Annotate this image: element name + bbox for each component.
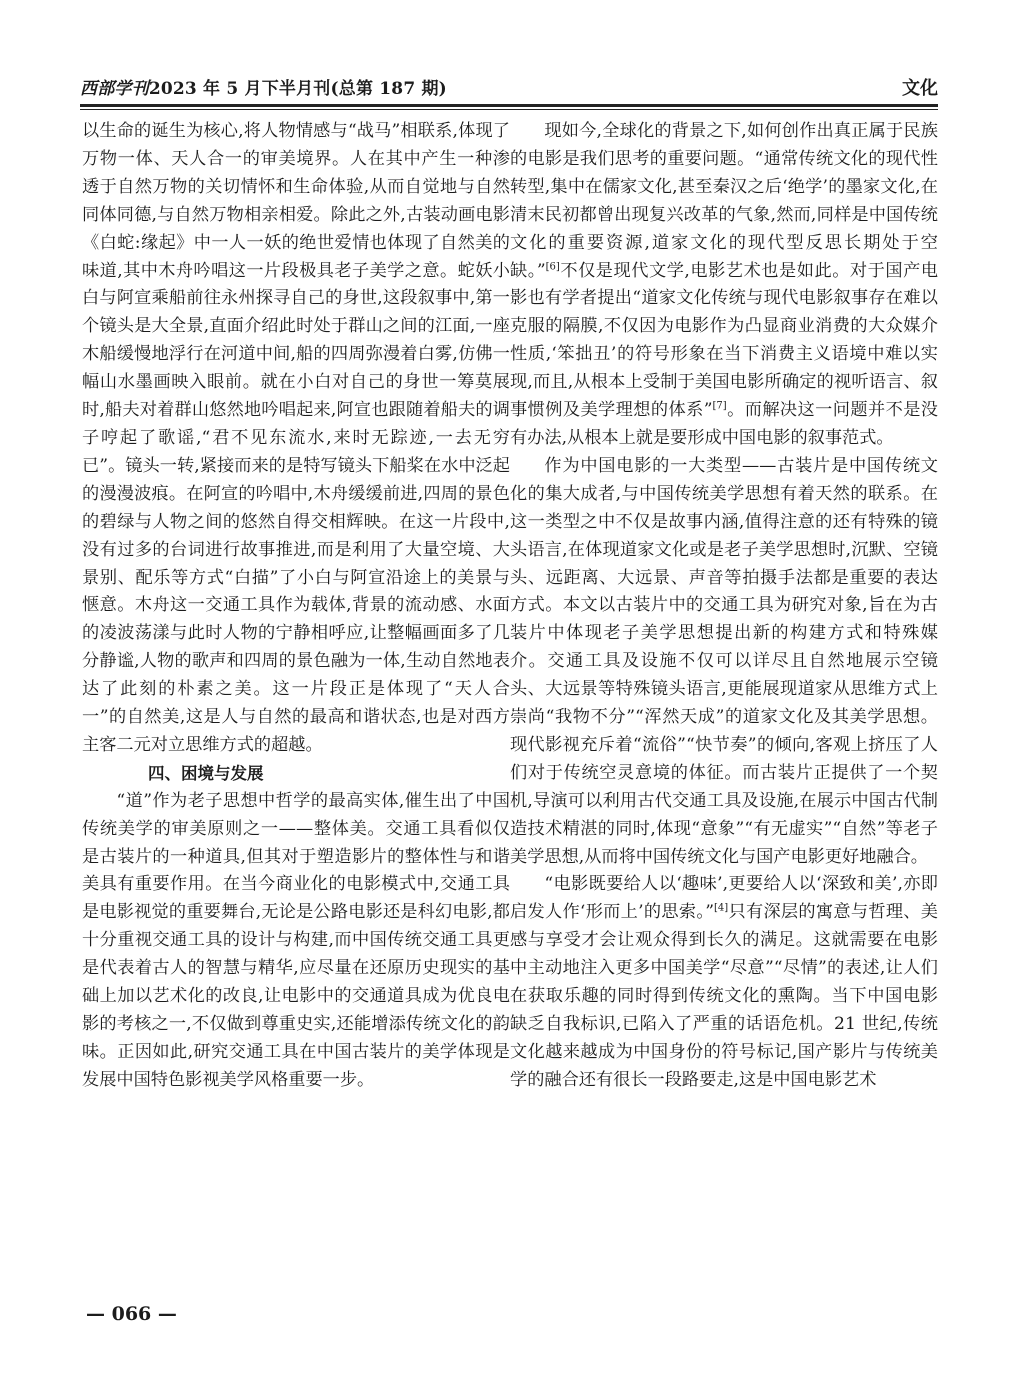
header-rule-thin [80, 109, 938, 110]
citation-marker: [7] [712, 400, 727, 412]
citation-marker: [6] [545, 260, 560, 272]
left-column [82, 118, 510, 1095]
body-paragraph [510, 118, 938, 453]
right-column [510, 118, 938, 1095]
body-paragraph: 作为中国电影的一大类型——古装片是中国传统文化的集大成者,与中国传统美学思想有着天然的联系。在这一类型之中不仅是故事内涵,值得注意的还有特殊的镜头语言,在体现道家文化或是老子美学思想时,沉默、空镜头、远距离、大远景、声音等拍摄手法都是重要的表达方式。本文以古装片中的交通工具为研究对象,旨在为古装片中体现老子美学思想提出新的构建方式和特殊媒介。交通工具及设施不仅可以详尽且自然地展示空镜头、大远景等特殊镜头语言,更能展现道家从思维方式上崇尚“我物不分”“浑然天成”的道家文化及其美学思想。现代影视充斥着“流俗”“快节奏”的倾向,客观上挤压了人们对于传统空灵意境的体征。而古装片正提供了一个契机,导演可以利用古代交通工具及设施,在展示中国古代制造技术精湛的同时,体现“意象”“有无虚实”“自然”等老子美学思想,从而将中国传统文化与国产电影更好地融合。 [510, 455, 938, 867]
paragraph-text: “电影既要给人以‘趣味’,更要给人以‘深致和美’,亦即启发人作‘形而上’的思索。” [510, 874, 938, 923]
citation-marker: [4] [714, 902, 729, 914]
paragraph-text: 不仅是现代文学,电影艺术也是如此。对于国产电影也有学者提出“道家文化传统与现代电影叙事存在难以克服的隔膜,不仅因为电影作为凸显商业消费的大众媒介性质,‘笨拙丑’的符号形象在当下消费主义语境中难以实现,而且,从根本上受制于美国电影所确定的视听语言、叙事惯例及美学理想的体系” [510, 260, 939, 421]
running-header [80, 72, 938, 102]
paragraph-text: 只有深层的寓意与哲理、美感与享受才会让观众得到长久的满足。这就需要在电影中主动地注入更多中国美学“尽意”“尽情”的表述,让人们在获取乐趣的同时得到传统文化的熏陶。当下中国电影缺乏自我标识,已陷入了严重的话语危机。21 世纪,传统文化越来越成为中国身份的符号标记,国产影片与传统美学的融合还有很长一段路要走,这是中国电影艺术 [510, 902, 938, 1090]
body-paragraph [510, 871, 938, 1094]
paragraph-text: 现如今,全球化的背景之下,如何创作出真正属于民族的电影是我们思考的重要问题。“通常传统文化的现代性转型,集中在儒家文化,甚至秦汉之后‘绝学’的墨家文化,在清末民初都曾出现复兴改革的气象,然而,同样是中国传统文化的重要资源,道家文化的现代型反思长期处于空缺。” [510, 121, 938, 281]
section-heading: 四、困境与发展 [148, 763, 264, 783]
section-name: 文化 [902, 78, 938, 99]
page-number: — 066 — [86, 1303, 177, 1325]
body-paragraph: 以生命的诞生为核心,将人物情感与“战马”相联系,体现了万物一体、天人合一的审美境界。人在其中产生一种渗透于自然万物的关切情怀和生命体验,从而自觉地与自然同体同德,与自然万物相亲相爱。除此之外,古装动画电影《白蛇:缘起》中一人一妖的绝世爱情也体现了自然美的味道,其中木舟吟唱这一片段极具老子美学之意。蛇妖小白与阿宣乘船前往永州探寻自己的身世,这段叙事中,第一个镜头是大全景,直面介绍此时处于群山之间的江面,一座木船缓慢地浮行在河道中间,船的四周弥漫着白雾,仿佛一幅山水墨画映入眼前。就在小白对自己的身世一筹莫展时,船夫对着群山悠然地吟唱起来,阿宣也跟随着船夫的调子哼起了歌谣,“君不见东流水,来时无踪迹,一去无穷已”。镜头一转,紧接而来的是特写镜头下船桨在水中泛起的漫漫波痕。在阿宣的吟唱中,木舟缓缓前进,四周的景色的碧绿与人物之间的悠然自得交相辉映。在这一片段中,没有过多的台词进行故事推进,而是利用了大量空境、大景别、配乐等方式“白描”了小白与阿宣沿途上的美景与惬意。木舟这一交通工具作为载体,背景的流动感、水面的凌波荡漾与此时人物的宁静相呼应,让整幅画面多了几分静谧,人物的歌声和四周的景色融为一体,生动自然地表达了此刻的朴素之美。这一片段正是体现了“天人合一”的自然美,这是人与自然的最高和谐状态,也是对西方主客二元对立思维方式的超越。 [82, 121, 510, 755]
journal-logo: 西部学刊 [80, 79, 149, 99]
header-rule-thick [80, 104, 938, 107]
journal-title [80, 74, 447, 99]
issue-info: 2023 年 5 月下半月刊(总第 187 期) [148, 79, 447, 99]
body-paragraph: “道”作为老子思想中哲学的最高实体,催生出了中国传统美学的审美原则之一——整体美。交通工具看似仅是古装片的一种道具,但其对于塑造影片的整体性与和谐美具有重要作用。在当今商业化的电影模式中,交通工具是电影视觉的重要舞台,无论是公路电影还是科幻电影,都十分重视交通工具的设计与构建,而中国传统交通工具更是代表着古人的智慧与精华,应尽量在还原历史现实的基础上加以艺术化的改良,让电影中的交通道具成为优良电影的考核之一,不仅做到尊重史实,还能增添传统文化的韵味。正因如此,研究交通工具在中国古装片的美学体现是发展中国特色影视美学风格重要一步。 [82, 790, 510, 1090]
paragraph-text: 。而解决这一问题并不是没有办法,从根本上就是要形成中国电影的叙事范式。 [510, 400, 938, 448]
